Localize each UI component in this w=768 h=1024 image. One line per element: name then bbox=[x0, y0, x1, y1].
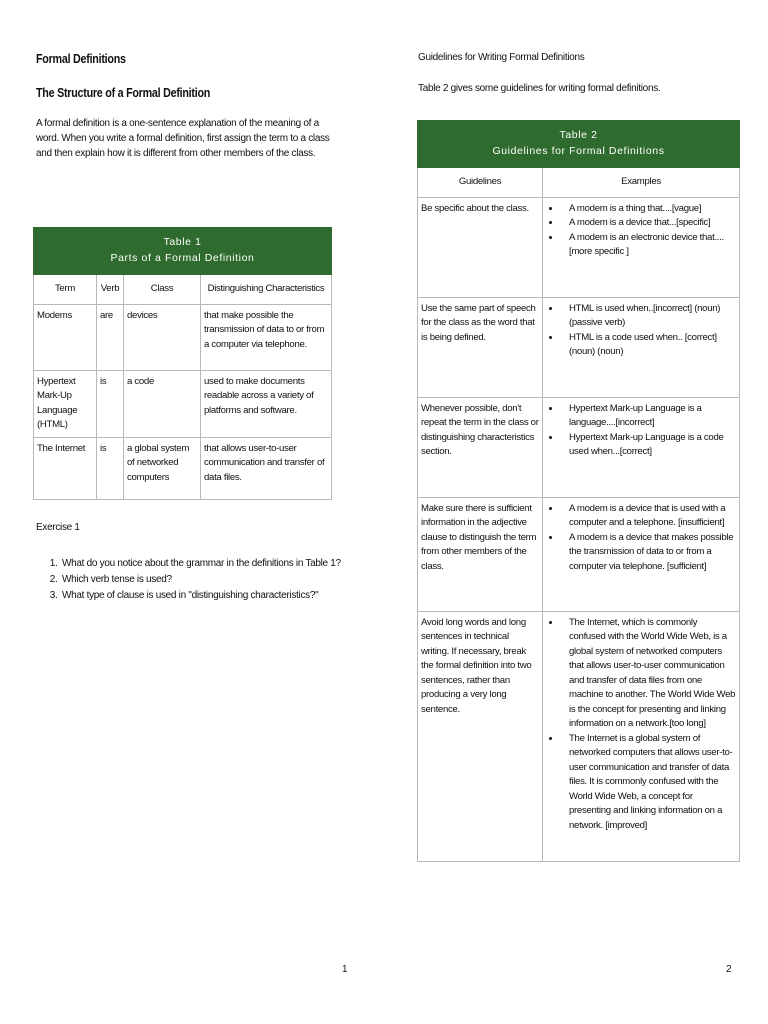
table1-header-characteristics: Distinguishing Characteristics bbox=[201, 275, 332, 305]
list-item: • A modem is a device that is used with a computer and a telephone. [insufficient] bbox=[561, 502, 736, 531]
table1-cell-term: The Internet bbox=[34, 437, 97, 499]
table1-cell-verb: are bbox=[97, 304, 124, 370]
table2-cell-guideline: Avoid long words and long sentences in technical writing. If necessary, break the formal definition into two sentences, rather than producing a very long sentence. bbox=[418, 611, 543, 861]
table2-cell-guideline: Whenever possible, don't repeat the term in the class or distinguishing characteristics section. bbox=[418, 397, 543, 497]
table2-cell-guideline: Make sure there is sufficient information in the adjective clause to distinguish the term from other members of the class. bbox=[418, 497, 543, 611]
table-row bbox=[34, 437, 332, 499]
right-column bbox=[418, 52, 742, 94]
table1-cell-characteristics: that make possible the transmission of data to or from a computer via telephone. bbox=[201, 304, 332, 370]
table-row bbox=[418, 197, 740, 297]
guidelines-intro: Table 2 gives some guidelines for writing formal definitions. bbox=[418, 83, 661, 94]
table2-caption-number: Table 2 bbox=[559, 129, 598, 141]
table1-cell-term: Modems bbox=[34, 304, 97, 370]
list-item: • Hypertext Mark-up Language is a code used when...[correct] bbox=[561, 431, 736, 460]
exercise-title: Exercise 1 bbox=[36, 522, 80, 533]
document-title: Formal Definitions bbox=[36, 52, 126, 66]
table-row bbox=[418, 297, 740, 397]
table1-cell-class: a code bbox=[124, 370, 201, 437]
table1-caption-number: Table 1 bbox=[163, 236, 202, 248]
table2-caption bbox=[418, 121, 740, 168]
table2-header-row bbox=[418, 168, 740, 198]
table1-caption bbox=[34, 228, 332, 275]
table1-header-row bbox=[34, 275, 332, 305]
table1-header-term: Term bbox=[34, 275, 97, 305]
table2-header-examples: Examples bbox=[543, 168, 740, 198]
intro-paragraph: A formal definition is a one-sentence explanation of the meaning of a word. When you write a formal definition, first assign the term to a class and then explain how it is different from other members of the class. bbox=[36, 118, 330, 159]
exercise-questions bbox=[46, 556, 341, 604]
page-number-right: 2 bbox=[726, 964, 732, 975]
table2-caption-title: Guidelines for Formal Definitions bbox=[492, 145, 665, 157]
table-guidelines bbox=[417, 120, 740, 862]
section-title: The Structure of a Formal Definition bbox=[36, 86, 211, 100]
page-number-left: 1 bbox=[342, 964, 348, 975]
table-row bbox=[34, 304, 332, 370]
list-item: 1. What do you notice about the grammar in the definitions in Table 1? bbox=[60, 556, 341, 572]
list-item: • A modem is an electronic device that....[more specific ] bbox=[561, 231, 736, 260]
table2-cell-examples bbox=[543, 297, 740, 397]
list-item: • HTML is used when..[incorrect] (noun) (passive verb) bbox=[561, 302, 736, 331]
table-row bbox=[418, 497, 740, 611]
table-row bbox=[418, 611, 740, 861]
list-item: • Hypertext Mark-up Language is a language....[incorrect] bbox=[561, 402, 736, 431]
table-parts-of-definition bbox=[33, 227, 332, 500]
table1-header-verb: Verb bbox=[97, 275, 124, 305]
table1-cell-verb: is bbox=[97, 370, 124, 437]
list-item: • The Internet, which is commonly confused with the World Wide Web, is a global system of networked computers that allows user-to-user communication and transfer of data files from one machine to another. The World Wide Web is the concept for presenting and linking information on a network.[too long] bbox=[561, 616, 736, 732]
table1-cell-class: a global system of networked computers bbox=[124, 437, 201, 499]
table-row bbox=[34, 370, 332, 437]
table1-header-class: Class bbox=[124, 275, 201, 305]
list-item: • A modem is a thing that....[vague] bbox=[561, 202, 736, 217]
table2-cell-examples bbox=[543, 197, 740, 297]
list-item: • A modem is a device that...[specific] bbox=[561, 216, 736, 231]
table1-cell-characteristics: that allows user-to-user communication and transfer of data files. bbox=[201, 437, 332, 499]
table2-cell-guideline: Use the same part of speech for the class as the word that is being defined. bbox=[418, 297, 543, 397]
list-item: • The Internet is a global system of networked computers that allows user-to-user communication and transfer of data files. It is commonly confused with the World Wide Web, a concept for presenting and linking information on a network. [improved] bbox=[561, 732, 736, 834]
table2-header-guidelines: Guidelines bbox=[418, 168, 543, 198]
table-row bbox=[418, 397, 740, 497]
table1-cell-characteristics: used to make documents readable across a variety of platforms and software. bbox=[201, 370, 332, 437]
list-item: • HTML is a code used when.. [correct] (noun) (noun) bbox=[561, 331, 736, 360]
list-item: 2. Which verb tense is used? bbox=[60, 572, 341, 588]
list-item: • A modem is a device that makes possible the transmission of data to or from a computer via telephone. [sufficient] bbox=[561, 531, 736, 575]
list-item: 3. What type of clause is used in "distinguishing characteristics?" bbox=[60, 588, 341, 604]
table2-cell-examples bbox=[543, 611, 740, 861]
table1-cell-term: Hypertext Mark-Up Language (HTML) bbox=[34, 370, 97, 437]
table1-caption-title: Parts of a Formal Definition bbox=[110, 252, 255, 264]
guidelines-title: Guidelines for Writing Formal Definitions bbox=[418, 52, 585, 63]
table2-cell-examples bbox=[543, 497, 740, 611]
table2-cell-examples bbox=[543, 397, 740, 497]
table1-cell-class: devices bbox=[124, 304, 201, 370]
left-column bbox=[36, 52, 336, 171]
table2-cell-guideline: Be specific about the class. bbox=[418, 197, 543, 297]
table1-cell-verb: is bbox=[97, 437, 124, 499]
